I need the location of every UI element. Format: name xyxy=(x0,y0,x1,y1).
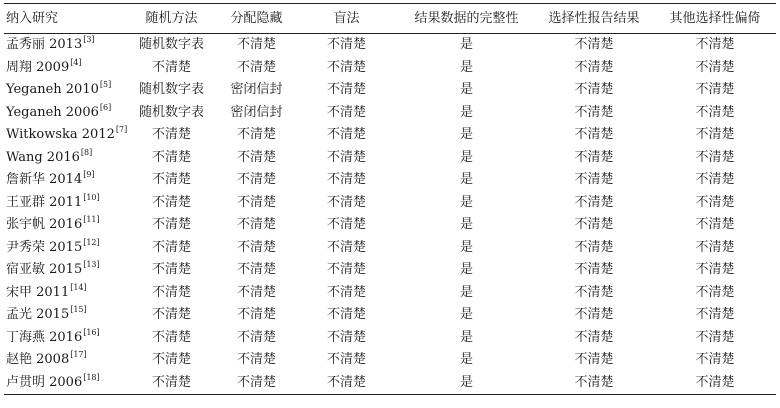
cell-selective-reporting: 不清楚 xyxy=(574,149,614,165)
reference-superscript: [13] xyxy=(83,260,100,269)
cell-randomization-method: 不清楚 xyxy=(151,59,191,75)
reference-superscript: [9] xyxy=(83,170,95,179)
study-name: 赵艳 2008 xyxy=(6,352,70,367)
cell-included-study xyxy=(4,34,124,57)
cell-included-study xyxy=(4,304,124,327)
cell-allocation-concealment: 不清楚 xyxy=(236,329,276,345)
cell-selective-reporting: 不清楚 xyxy=(574,239,614,255)
cell-randomization-method: 不清楚 xyxy=(151,352,191,367)
reference-superscript: [14] xyxy=(70,282,87,292)
cell-selective-reporting: 不清楚 xyxy=(574,82,614,97)
cell-other-bias: 不清楚 xyxy=(695,239,735,255)
cell-allocation-concealment: 不清楚 xyxy=(236,262,276,277)
study-name: 孟光 2015 xyxy=(6,307,70,322)
cell-allocation-concealment: 密闭信封 xyxy=(230,104,283,120)
cell-included-study xyxy=(4,192,124,215)
cell-randomization-method: 不清楚 xyxy=(151,172,191,187)
study-name: Wang 2016 xyxy=(6,149,80,165)
cell-blinding: 不清楚 xyxy=(326,352,366,367)
cell-blinding: 不清楚 xyxy=(326,217,366,232)
study-name: 张宇帆 2016 xyxy=(6,217,83,232)
cell-other-bias: 不清楚 xyxy=(695,127,735,142)
risk-of-bias-table-container xyxy=(4,0,776,395)
cell-blinding: 不清楚 xyxy=(326,127,366,142)
cell-selective-reporting: 不清楚 xyxy=(574,59,614,75)
study-name: 宿亚敏 2015 xyxy=(6,262,83,277)
study-name: Yeganeh 2010 xyxy=(6,82,99,97)
study-name: Yeganeh 2006 xyxy=(6,104,99,120)
cell-allocation-concealment: 不清楚 xyxy=(236,217,276,232)
cell-outcome-data-completeness: 是 xyxy=(459,352,473,367)
header-outcome-data-completeness: 结果数据的完整性 xyxy=(414,11,519,26)
cell-allocation-concealment: 不清楚 xyxy=(236,284,276,300)
cell-allocation-concealment: 不清楚 xyxy=(236,37,276,52)
cell-selective-reporting: 不清楚 xyxy=(574,37,614,52)
table-body xyxy=(4,34,776,395)
reference-superscript: [4] xyxy=(70,57,82,67)
cell-blinding: 不清楚 xyxy=(326,149,366,165)
cell-randomization-method: 随机数字表 xyxy=(138,104,204,120)
cell-allocation-concealment: 不清楚 xyxy=(236,59,276,75)
cell-allocation-concealment: 不清楚 xyxy=(236,374,276,390)
cell-outcome-data-completeness: 是 xyxy=(459,104,473,120)
header-selective-reporting: 选择性报告结果 xyxy=(548,11,640,26)
cell-randomization-method: 随机数字表 xyxy=(138,37,204,52)
cell-selective-reporting: 不清楚 xyxy=(574,284,614,300)
cell-included-study xyxy=(4,214,124,237)
reference-superscript: [11] xyxy=(83,215,100,224)
header-included-study: 纳入研究 xyxy=(6,11,59,26)
study-name: 卢贯明 2006 xyxy=(6,374,83,390)
cell-blinding: 不清楚 xyxy=(326,307,366,322)
cell-outcome-data-completeness: 是 xyxy=(459,149,473,165)
cell-outcome-data-completeness: 是 xyxy=(459,82,473,97)
cell-included-study xyxy=(4,349,124,372)
reference-superscript: [3] xyxy=(83,35,95,44)
risk-of-bias-table xyxy=(4,3,776,395)
table-row xyxy=(4,214,776,237)
cell-included-study xyxy=(4,327,124,350)
table-row xyxy=(4,102,776,125)
cell-allocation-concealment: 不清楚 xyxy=(236,149,276,165)
cell-randomization-method: 随机数字表 xyxy=(138,82,204,97)
cell-included-study xyxy=(4,79,124,102)
cell-selective-reporting: 不清楚 xyxy=(574,217,614,232)
cell-blinding: 不清楚 xyxy=(326,37,366,52)
cell-blinding: 不清楚 xyxy=(326,59,366,75)
cell-other-bias: 不清楚 xyxy=(695,217,735,232)
study-name: 周翔 2009 xyxy=(6,59,70,75)
header-other-bias: 其他选择性偏倚 xyxy=(669,11,761,26)
reference-superscript: [8] xyxy=(80,147,93,157)
cell-outcome-data-completeness: 是 xyxy=(459,307,473,322)
cell-outcome-data-completeness: 是 xyxy=(459,37,473,52)
table-row xyxy=(4,192,776,215)
table-row xyxy=(4,327,776,350)
table-header xyxy=(4,4,776,34)
study-name: 丁海燕 2016 xyxy=(6,329,83,345)
reference-superscript: [18] xyxy=(83,372,100,382)
cell-outcome-data-completeness: 是 xyxy=(459,262,473,277)
table-row xyxy=(4,259,776,282)
cell-allocation-concealment: 不清楚 xyxy=(236,194,276,210)
reference-superscript: [10] xyxy=(83,192,100,202)
reference-superscript: [12] xyxy=(83,237,100,247)
cell-selective-reporting: 不清楚 xyxy=(574,329,614,345)
cell-outcome-data-completeness: 是 xyxy=(459,194,473,210)
cell-randomization-method: 不清楚 xyxy=(151,239,191,255)
cell-blinding: 不清楚 xyxy=(326,262,366,277)
study-name: 詹新华 2014 xyxy=(6,172,83,187)
cell-other-bias: 不清楚 xyxy=(695,82,735,97)
cell-randomization-method: 不清楚 xyxy=(151,262,191,277)
table-row xyxy=(4,147,776,170)
cell-selective-reporting: 不清楚 xyxy=(574,307,614,322)
cell-selective-reporting: 不清楚 xyxy=(574,104,614,120)
cell-other-bias: 不清楚 xyxy=(695,307,735,322)
cell-randomization-method: 不清楚 xyxy=(151,127,191,142)
cell-randomization-method: 不清楚 xyxy=(151,329,191,345)
table-row xyxy=(4,169,776,192)
cell-other-bias: 不清楚 xyxy=(695,194,735,210)
reference-superscript: [6] xyxy=(99,102,112,112)
study-name: 尹秀荣 2015 xyxy=(6,239,83,255)
cell-other-bias: 不清楚 xyxy=(695,329,735,345)
cell-outcome-data-completeness: 是 xyxy=(459,329,473,345)
cell-included-study xyxy=(4,147,124,170)
cell-other-bias: 不清楚 xyxy=(695,352,735,367)
header-blinding: 盲法 xyxy=(333,11,360,26)
cell-selective-reporting: 不清楚 xyxy=(574,352,614,367)
cell-randomization-method: 不清楚 xyxy=(151,284,191,300)
header-row xyxy=(4,4,776,34)
cell-selective-reporting: 不清楚 xyxy=(574,262,614,277)
cell-selective-reporting: 不清楚 xyxy=(574,374,614,390)
cell-included-study xyxy=(4,57,124,80)
cell-allocation-concealment: 不清楚 xyxy=(236,127,276,142)
table-row xyxy=(4,34,776,57)
header-randomization-method: 随机方法 xyxy=(145,11,198,26)
cell-selective-reporting: 不清楚 xyxy=(574,127,614,142)
cell-outcome-data-completeness: 是 xyxy=(459,172,473,187)
cell-included-study xyxy=(4,237,124,260)
table-row xyxy=(4,237,776,260)
header-allocation-concealment: 分配隐藏 xyxy=(230,11,283,26)
cell-other-bias: 不清楚 xyxy=(695,172,735,187)
study-name: 宋甲 2011 xyxy=(6,284,70,300)
reference-superscript: [16] xyxy=(83,327,100,337)
cell-outcome-data-completeness: 是 xyxy=(459,284,473,300)
cell-randomization-method: 不清楚 xyxy=(151,374,191,390)
cell-other-bias: 不清楚 xyxy=(695,284,735,300)
reference-superscript: [17] xyxy=(70,350,87,359)
table-row xyxy=(4,79,776,102)
cell-allocation-concealment: 密闭信封 xyxy=(230,82,283,97)
cell-randomization-method: 不清楚 xyxy=(151,149,191,165)
reference-superscript: [15] xyxy=(70,305,87,314)
cell-included-study xyxy=(4,282,124,305)
cell-included-study xyxy=(4,259,124,282)
cell-blinding: 不清楚 xyxy=(326,374,366,390)
cell-blinding: 不清楚 xyxy=(326,172,366,187)
cell-allocation-concealment: 不清楚 xyxy=(236,239,276,255)
cell-other-bias: 不清楚 xyxy=(695,37,735,52)
cell-randomization-method: 不清楚 xyxy=(151,194,191,210)
cell-randomization-method: 不清楚 xyxy=(151,217,191,232)
cell-other-bias: 不清楚 xyxy=(695,262,735,277)
cell-included-study xyxy=(4,124,128,147)
cell-other-bias: 不清楚 xyxy=(695,149,735,165)
cell-included-study xyxy=(4,169,124,192)
table-row xyxy=(4,372,776,395)
cell-allocation-concealment: 不清楚 xyxy=(236,352,276,367)
cell-outcome-data-completeness: 是 xyxy=(459,59,473,75)
cell-blinding: 不清楚 xyxy=(326,329,366,345)
cell-blinding: 不清楚 xyxy=(326,82,366,97)
study-name: Witkowska 2012 xyxy=(6,127,115,142)
cell-outcome-data-completeness: 是 xyxy=(459,374,473,390)
cell-outcome-data-completeness: 是 xyxy=(459,239,473,255)
cell-outcome-data-completeness: 是 xyxy=(459,217,473,232)
cell-selective-reporting: 不清楚 xyxy=(574,194,614,210)
cell-included-study xyxy=(4,372,124,395)
cell-selective-reporting: 不清楚 xyxy=(574,172,614,187)
cell-other-bias: 不清楚 xyxy=(695,104,735,120)
cell-other-bias: 不清楚 xyxy=(695,59,735,75)
cell-blinding: 不清楚 xyxy=(326,239,366,255)
table-row xyxy=(4,304,776,327)
cell-other-bias: 不清楚 xyxy=(695,374,735,390)
table-row xyxy=(4,57,776,80)
table-row xyxy=(4,349,776,372)
study-name: 王亚群 2011 xyxy=(6,194,83,210)
study-name: 孟秀丽 2013 xyxy=(6,37,83,52)
cell-randomization-method: 不清楚 xyxy=(151,307,191,322)
cell-blinding: 不清楚 xyxy=(326,284,366,300)
cell-outcome-data-completeness: 是 xyxy=(459,127,473,142)
cell-blinding: 不清楚 xyxy=(326,194,366,210)
reference-superscript: [7] xyxy=(115,125,128,134)
cell-included-study xyxy=(4,102,124,125)
cell-allocation-concealment: 不清楚 xyxy=(236,307,276,322)
table-row xyxy=(4,124,776,147)
reference-superscript: [5] xyxy=(99,80,112,89)
cell-blinding: 不清楚 xyxy=(326,104,366,120)
cell-allocation-concealment: 不清楚 xyxy=(236,172,276,187)
table-row xyxy=(4,282,776,305)
